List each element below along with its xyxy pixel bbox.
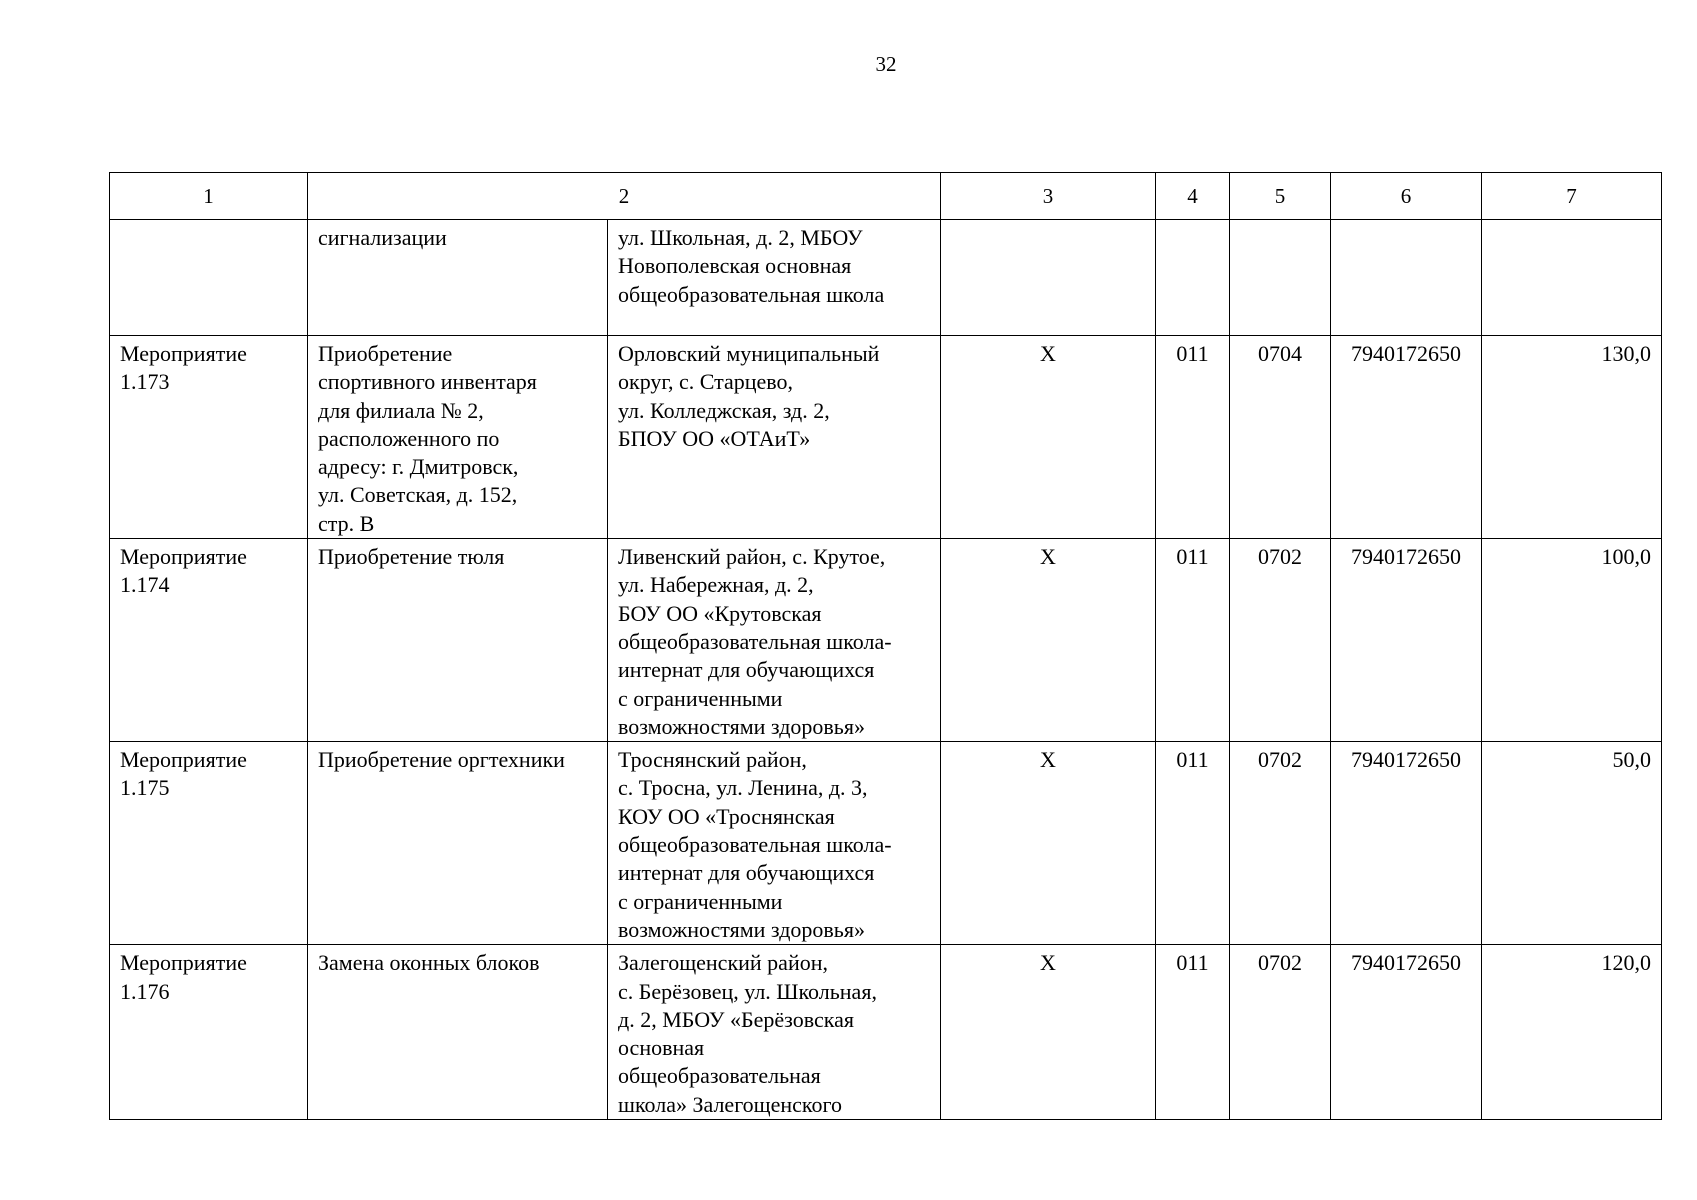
col7-cell: 120,0 xyxy=(1482,945,1662,1120)
col5-cell: 0702 xyxy=(1230,945,1331,1120)
header-col-4: 4 xyxy=(1156,173,1230,220)
address-line: возможностями здоровья» xyxy=(618,713,865,739)
address-line: возможностями здоровья» xyxy=(618,916,865,942)
col6-cell: 7940172650 xyxy=(1331,336,1482,539)
address-line: Новополевская основная xyxy=(618,253,852,279)
activity-number: 1.173 xyxy=(120,369,170,395)
col4-cell xyxy=(1156,220,1230,336)
address-line: интернат для обучающихся xyxy=(618,860,875,886)
address-line: основная xyxy=(618,1035,705,1061)
col7-cell: 100,0 xyxy=(1482,539,1662,742)
table-header-row xyxy=(110,173,1662,220)
activity-number: 1.175 xyxy=(120,775,170,801)
col6-cell xyxy=(1331,220,1482,336)
col3-cell: Х xyxy=(941,945,1156,1120)
address-line: д. 2, МБОУ «Берёзовская xyxy=(618,1006,854,1032)
address-cell xyxy=(608,336,941,539)
name-cell xyxy=(308,742,608,945)
header-col-6: 6 xyxy=(1331,173,1482,220)
address-line: с ограниченными xyxy=(618,888,783,914)
activity-cell xyxy=(110,539,308,742)
table-row xyxy=(110,742,1662,945)
col4-cell: 011 xyxy=(1156,742,1230,945)
col7-cell: 130,0 xyxy=(1482,336,1662,539)
col4-cell: 011 xyxy=(1156,539,1230,742)
address-line: КОУ ОО «Троснянская xyxy=(618,803,835,829)
address-cell xyxy=(608,742,941,945)
address-line: с ограниченными xyxy=(618,685,783,711)
col4-cell: 011 xyxy=(1156,945,1230,1120)
col7-cell xyxy=(1482,220,1662,336)
address-line: с. Тросна, ул. Ленина, д. 3, xyxy=(618,775,868,801)
address-cell xyxy=(608,220,941,336)
name-line: ул. Советская, д. 152, xyxy=(318,482,518,508)
address-line: общеобразовательная школа- xyxy=(618,832,892,858)
header-col-3: 3 xyxy=(941,173,1156,220)
activity-cell xyxy=(110,336,308,539)
activity-cell xyxy=(110,945,308,1120)
header-col-5: 5 xyxy=(1230,173,1331,220)
header-col-1: 1 xyxy=(110,173,308,220)
col7-cell: 50,0 xyxy=(1482,742,1662,945)
col5-cell: 0702 xyxy=(1230,742,1331,945)
col5-cell: 0702 xyxy=(1230,539,1331,742)
col6-cell: 7940172650 xyxy=(1331,539,1482,742)
name-line: стр. В xyxy=(318,510,375,536)
activity-number: 1.174 xyxy=(120,572,170,598)
name-cell xyxy=(308,945,608,1120)
name-line: Приобретение xyxy=(318,341,453,366)
col3-cell: Х xyxy=(941,742,1156,945)
table-row xyxy=(110,945,1662,1120)
name-line: Приобретение тюля xyxy=(318,544,505,570)
name-line: расположенного по xyxy=(318,425,500,451)
address-line: округ, с. Старцево, xyxy=(618,369,794,395)
col6-cell: 7940172650 xyxy=(1331,742,1482,945)
address-line: Залегощенский район, xyxy=(618,950,828,976)
name-cell xyxy=(308,539,608,742)
table-row xyxy=(110,336,1662,539)
address-line: БПОУ ОО «ОТАиТ» xyxy=(618,425,811,451)
name-line: Замена оконных блоков xyxy=(318,950,540,976)
name-line: спортивного инвентаря xyxy=(318,369,537,395)
name-cell xyxy=(308,336,608,539)
address-line: школа» Залегощенского xyxy=(618,1091,842,1117)
col4-cell: 011 xyxy=(1156,336,1230,539)
name-line: для филиала № 2, xyxy=(318,397,484,423)
header-col-2: 2 xyxy=(308,173,941,220)
activity-label: Мероприятие xyxy=(120,341,247,366)
activity-label: Мероприятие xyxy=(120,747,247,773)
address-line: ул. Колледжская, зд. 2, xyxy=(618,397,830,423)
table-row xyxy=(110,539,1662,742)
name-line: Приобретение оргтехники xyxy=(318,747,565,773)
address-line: Ливенский район, с. Крутое, xyxy=(618,544,886,570)
col3-cell: Х xyxy=(941,539,1156,742)
col6-cell: 7940172650 xyxy=(1331,945,1482,1120)
activity-label: Мероприятие xyxy=(120,544,247,570)
name-cell: сигнализации xyxy=(308,220,608,336)
col3-cell: Х xyxy=(941,336,1156,539)
name-line: адресу: г. Дмитровск, xyxy=(318,454,519,480)
address-line: интернат для обучающихся xyxy=(618,657,875,683)
address-line: Троснянский район, xyxy=(618,747,807,773)
address-line: общеобразовательная школа xyxy=(618,281,885,307)
address-line: общеобразовательная xyxy=(618,1063,821,1089)
activity-label: Мероприятие xyxy=(120,950,247,976)
address-line: Орловский муниципальный xyxy=(618,341,880,366)
address-cell xyxy=(608,945,941,1120)
address-cell xyxy=(608,539,941,742)
address-line: с. Берёзовец, ул. Школьная, xyxy=(618,978,877,1004)
address-line: БОУ ОО «Крутовская xyxy=(618,600,822,626)
activity-number: 1.176 xyxy=(120,978,170,1004)
budget-table xyxy=(109,172,1662,1120)
activity-cell xyxy=(110,220,308,336)
col5-cell: 0704 xyxy=(1230,336,1331,539)
col3-cell xyxy=(941,220,1156,336)
page-number: 32 xyxy=(875,52,897,76)
address-line: ул. Набережная, д. 2, xyxy=(618,572,814,598)
header-col-7: 7 xyxy=(1482,173,1662,220)
address-line: ул. Школьная, д. 2, МБОУ xyxy=(618,225,863,250)
col5-cell xyxy=(1230,220,1331,336)
address-line: общеобразовательная школа- xyxy=(618,628,892,654)
table-row-continuation xyxy=(110,220,1662,336)
activity-cell xyxy=(110,742,308,945)
